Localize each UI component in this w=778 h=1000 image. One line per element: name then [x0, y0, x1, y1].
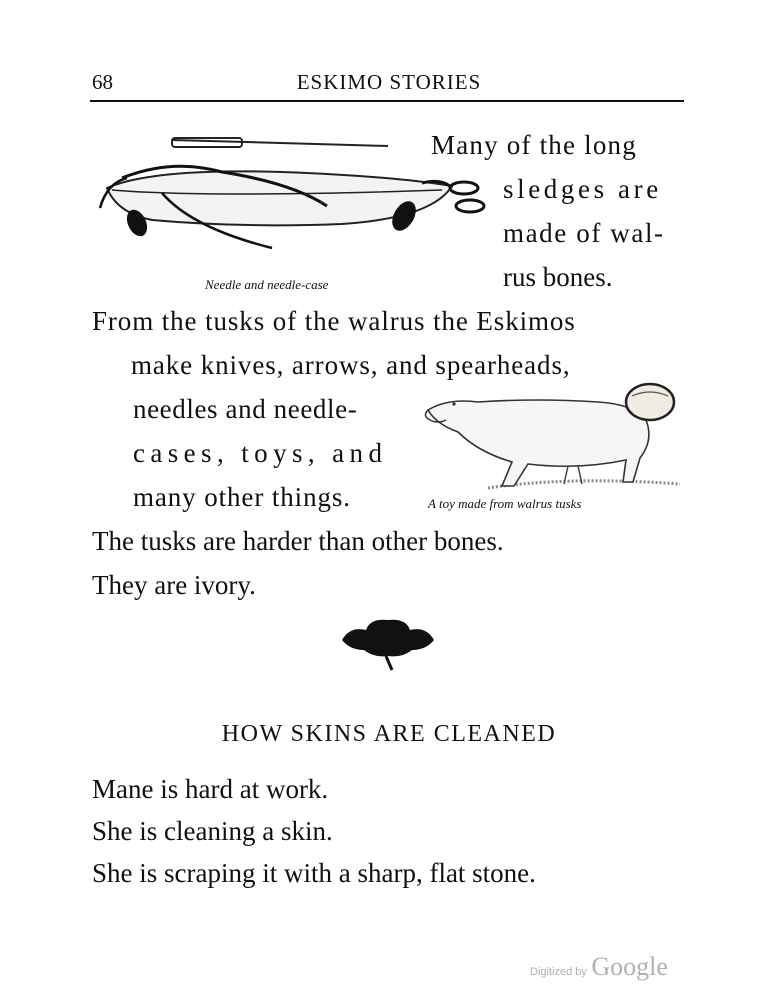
text-line: make knives, arrows, and spearheads, [131, 350, 571, 380]
header-rule [90, 100, 684, 102]
text-line-content: Many of the long [431, 130, 637, 160]
text-line [431, 132, 683, 159]
text-line: made of wal- [503, 218, 665, 248]
ornament-divider [340, 616, 436, 672]
watermark-brand: Google [591, 952, 668, 981]
text-line: sledges are [503, 174, 662, 204]
text-line: Mane is hard at work. [92, 774, 329, 804]
text-line: cases, toys, and [133, 438, 388, 468]
walrus-toy-illustration [418, 380, 686, 498]
toy-caption: A toy made from walrus tusks [428, 496, 582, 511]
text-line: They are ivory. [92, 570, 256, 600]
text-line: rus bones. [503, 262, 613, 292]
text-line: The tusks are harder than other bones. [92, 526, 504, 556]
text-line: needles and needle- [133, 394, 358, 424]
digitized-watermark [530, 952, 668, 982]
page-number: 68 [92, 70, 113, 94]
section-heading: HOW SKINS ARE CLEANED [221, 721, 557, 747]
text-line: many other things. [133, 482, 351, 512]
needle-caption: Needle and needle-case [205, 277, 329, 292]
running-title: ESKIMO STORIES [296, 70, 482, 94]
watermark-prefix: Digitized by [530, 966, 587, 978]
text-line: From the tusks of the walrus the Eskimos [92, 306, 576, 336]
text-line: She is scraping it with a sharp, flat stone. [92, 858, 536, 888]
text-line: She is cleaning a skin. [92, 816, 333, 846]
